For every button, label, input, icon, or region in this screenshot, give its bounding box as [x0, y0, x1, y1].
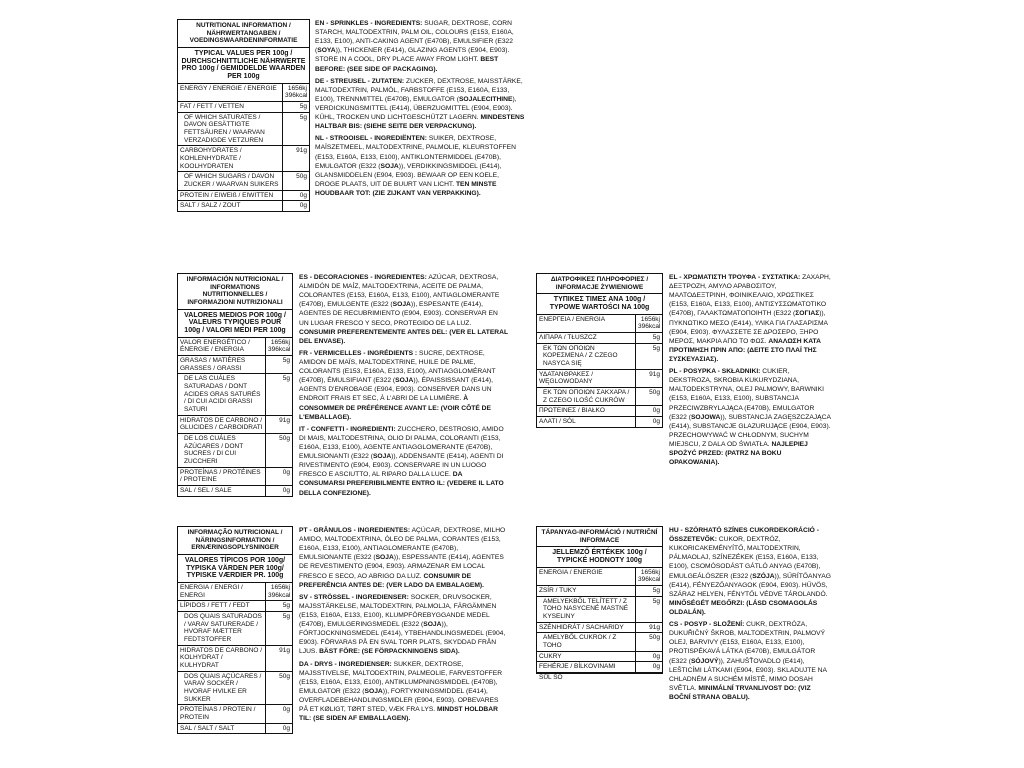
nutrient-value: 5g	[299, 103, 307, 111]
table-header: INFORMACIÓN NUTRICIONAL / INFORMATIONS NUTRITIONNELLES / INFORMAZIONI NUTRIZIONALI	[178, 274, 292, 310]
table-subheader: VALORES TÍPICOS POR 100g/ TYPISKA VÄRDEN PER 100g/ TYPISKE VÆRDIER PR. 100g	[178, 555, 292, 583]
ingredients-es	[299, 273, 509, 501]
allergen-text: SOJA	[392, 301, 411, 309]
nutrition-row	[178, 468, 292, 486]
nutrient-value: 0g	[282, 468, 290, 476]
nutrition-row	[178, 191, 309, 202]
ingredient-text: CUKOR, DEXTRÓZ, KUKORICAKEMÉNYÍTŐ, MALTODEXTRIN, PÁLMAOLAJ, SZÍNEZÉKEK (E153, E160A, E133, E100), CSOMÓSODÁST GÁTLÓ ANYAG (E470B), EMULGEÁLÓSZER (E322 (	[669, 536, 821, 580]
ingredient-heading: SV - STRÖSSEL - INGREDIENSER:	[299, 593, 409, 601]
nutrition-row	[178, 724, 292, 734]
ingredient-text: AZÚCAR, DEXTROSA, ALMIDÓN DE MAÍZ, MALTODEXTRINA, ACEITE DE PALMA, COLORANTES (E153, E160A, E133, E100), ANTIAGLOMERANTE (E470B), EMULGENTE (E322 (	[299, 274, 500, 309]
nutrition-row	[178, 102, 309, 113]
nutrient-value: 91g	[649, 623, 660, 631]
best-before-text: MINDESTENS HALTBAR BIS: (SIEHE SEITE DER VERPACKUNG).	[315, 114, 525, 131]
ingredient-text: SUCRE, DEXTROSE, AMIDON DE MAÏS, MALTODEXTRINE, HUILE DE PALME, COLORANTS (E153, E160A, E133, E100), ANTIAGGLOMÉRANT (E470B), ÉMULSIFIANT (E322 (	[299, 349, 496, 385]
nutrient-value: 1656kj 396kcal	[638, 568, 661, 584]
ingredient-text: SOCKER, DRUVSOCKER, MAJSSTÄRKELSE, MALTODEXTRIN, PALMOLJA, FÄRGÄMNEN (E153, E160A, E133, E100), KLUMPFÖREBYGGANDE MEDEL (E470B), EMULGERINGSMEDEL (E322 (	[299, 593, 497, 629]
best-before-text: MINŐSÉGÉT MEGŐRZI: (LÁSD CSOMAGOLÁS OLDALÁN).	[669, 599, 818, 616]
nutrition-row	[178, 356, 292, 374]
nutrient-value: 91g	[296, 147, 307, 155]
nutrient-label: ΕΚ ΤΩΝ ΟΠΟΙΩΝ ΚΟΡΕΣΜΕΝΑ / Z CZEGO NASYCA SIĘ	[537, 344, 636, 369]
nutrition-table-el	[536, 273, 663, 428]
nutrition-row	[178, 416, 292, 434]
ingredient-heading: NL - STROOISEL - INGREDIËNTEN:	[315, 135, 427, 143]
table-header: INFORMAÇÃO NUTRICIONAL / NÄRINGSINFORMATION / ERNÆRINGSOPLYSNINGER	[178, 527, 292, 555]
best-before-text: ΑΝΑΛΩΣΗ ΚΑΤΑ ΠΡΟΤΙΜΗΣΗ ΠΡΙΝ ΑΠΟ: (ΔΕΙΤΕ ΣΤΟ ΠΛΑΪ ΤΗΣ ΣΥΣΚΕΥΑΣΙΑΣ).	[669, 337, 821, 363]
ingredient-paragraph	[315, 19, 525, 74]
best-before-text: NAJLEPIEJ SPOŻYĆ PRZED: (PATRZ NA BOKU OPAKOWANIA).	[669, 440, 808, 467]
nutrition-row	[537, 315, 662, 333]
nutrient-label: ZSÍR / TUKY	[537, 586, 636, 596]
nutrient-label: SZÉNHIDRÁT / SACHARIDY	[537, 623, 636, 633]
ingredient-text: )), ADDENSANTE (E414), AGENTI DI RIVESTIMENTO (E904, E903). CONSERVARE IN UN LUOGO FRESCO E ASCIUTTO, AL RIPARO DALLA LUCE.	[299, 453, 504, 479]
nutrient-label: PROTEÍNAS / PROTEIN / PROTEIN	[178, 705, 266, 722]
best-before-text: BÄST FÖRE: (SE FÖRPACKNINGENS SIDA).	[319, 648, 460, 656]
nutrient-label: ΠΡΩΤΕΙΝΕΣ / BIAŁKO	[537, 406, 636, 416]
best-before-text: À CONSOMMER DE PRÉFÉRENCE AVANT LE: (VOIR CÔTÉ DE L'EMBALLAGE).	[299, 395, 491, 421]
ingredients-en	[315, 19, 525, 201]
ingredient-paragraph	[299, 526, 509, 590]
nutrition-row	[537, 370, 662, 388]
ingredient-paragraph	[299, 425, 509, 498]
ingredient-paragraph	[299, 660, 509, 724]
nutrient-value: 1656kj 396kcal	[268, 584, 291, 599]
ingredient-heading: DE - STREUSEL - ZUTATEN:	[315, 77, 405, 85]
nutrition-row	[537, 344, 662, 370]
ingredients-hu	[669, 526, 833, 705]
nutrition-table-es	[177, 273, 293, 497]
ingredient-text: ), VERDICKUNGSMITTEL (E414), ÜBERZUGMITTEL (E904, E903). KÜHL, TROCKEN UND LICHTGESCHÜTZT LAGERN.	[315, 95, 517, 122]
nutrition-row	[178, 374, 292, 415]
nutrient-label: DOS QUAIS SATURADOS / VARAV SATURERADE / HVORAF MÆTTER FEDTSTOFFER	[178, 612, 266, 645]
nutrient-label: HIDRATOS DE CARBONO / KOLHYDRAT / KULHYDRAT	[178, 646, 266, 671]
ingredients-pt	[299, 526, 509, 726]
nutrition-row	[537, 633, 662, 651]
nutrient-value: 0g	[652, 663, 660, 671]
nutrient-value: 50g	[296, 173, 307, 181]
allergen-text: SOJA	[395, 377, 414, 385]
nutrient-label: AMELYBŐL CUKROK / Z TOHO	[537, 633, 636, 650]
ingredient-text: )), THICKENER (E414), GLAZING AGENTS (E904, E903). STORE IN A COOL, DRY PLACE AWAY FROM LIGHT.	[315, 47, 510, 64]
nutrition-row	[537, 406, 662, 417]
best-before-text: MINDST HOLDBAR TIL: (SE SIDEN AF EMBALLAGEN).	[299, 706, 498, 723]
allergen-text: SOJA	[375, 554, 394, 562]
nutrient-label: HIDRATOS DE CARBONO / GLUCIDES / CARBOIDRATI	[178, 416, 266, 433]
allergen-text: SOJALECITHINE	[458, 95, 513, 103]
nutrition-row	[537, 652, 662, 663]
nutrient-label: FAT / FETT / VETTEN	[178, 102, 283, 112]
best-before-text: BEST BEFORE: (SEE SIDE OF PACKAGING).	[315, 56, 499, 73]
nutrition-row	[537, 623, 662, 634]
ingredient-paragraph	[669, 367, 833, 467]
allergen-text: SÓJOVÝ	[690, 657, 719, 665]
nutrient-label: SAL / SALT / SALT	[178, 724, 266, 734]
nutrient-value: 5g	[282, 375, 290, 383]
ingredient-paragraph	[315, 77, 525, 132]
nutrient-value: 0g	[282, 486, 290, 494]
table-header: NUTRITIONAL INFORMATION / NÄHRWERTANGABEN / VOEDINGSWAARDENINFORMATIE	[178, 20, 309, 48]
ingredient-text: CUKIER, DEKSTROZA, SKROBIA KUKURYDZIANA, MALTODEKSTRYNA, OLEJ PALMOWY, BARWNIKI (E153, E160A, E133, E100), SUBSTANCJA PRZECIWZBRYLAJĄCA (E470B), EMULGATOR (E322 (	[669, 368, 824, 421]
table-header: ΔΙΑΤΡΟΦΙΚΕΣ ΠΛΗΡΟΦΟΡΙΕΣ / INFORMACJE ŻYWIENIOWE	[537, 274, 662, 294]
ingredient-text: SUIKER, DEXTROSE, MAÏSZETMEEL, MALTODEXTRINE, PALMOLIE, KLEURSTOFFEN (E153, E160A, E133, E100), ANTIKLONTERMIDDEL (E470B), EMULGATOR (E322 (	[315, 135, 516, 170]
ingredient-text: ZUCKER, DEXTROSE, MAISSTÄRKE, MALTODEXTRIN, PALMÖL, FARBSTOFFE (E153, E160A, E133, E100), TRENNMITTEL (E470B), EMULGATOR (	[315, 77, 523, 103]
allergen-text: SOJA	[364, 687, 383, 695]
ingredient-text: )), ESPESANTE (E414), AGENTES DE RECUBRIMIENTO (E904, E903). CONSERVAR EN UN LUGAR FRESCO Y SECO, PROTEGIDO DE LA LUZ.	[299, 301, 498, 327]
nutrient-value: 5g	[282, 357, 290, 364]
nutrient-label: ΕΚ ΤΩΝ ΟΠΟΙΩΝ ΣΑΚΧΑΡΑ / Z CZEGO ILOŚĆ CUKRÓW	[537, 388, 636, 405]
best-before-text: TEN MINSTE HOUDBAAR TOT: (ZIE ZIJKANT VAN VERPAKKING).	[315, 180, 497, 197]
nutrient-label: VALOR ENERGÉTICO / ÉNERGIE / ENERGIA	[178, 338, 266, 355]
ingredient-text: )), FORTYKNINGSMIDDEL (E414), OVERFLADEBEHANDLINGSMIDLER (E904, E903). OPBEVARES PÅ ET KØLIGT, TØRT STED, VÆK FRA LYS.	[299, 687, 499, 714]
table-footer-text: SŮL SÓ	[539, 673, 563, 681]
nutrition-row	[178, 705, 292, 723]
nutrition-row	[178, 201, 309, 211]
ingredient-text: )), ZAHUŠŤOVADLO (E414), LEŠTICÍMI LÁTKAMI (E904, E903). SKLADUJTE NA CHLADNÉM A SUCHÉM MÍSTĚ, MIMO DOSAH SVĚTLA.	[669, 657, 827, 692]
table-header: TÁPANYAG-INFORMÁCIÓ / NUTRIČNÍ INFORMACE	[537, 527, 662, 547]
nutrient-value: 91g	[279, 416, 290, 424]
ingredient-heading: CS - POSYP - SLOŽENÍ:	[669, 621, 745, 629]
nutrient-label: ENERGIA / ENERGIE	[537, 568, 636, 585]
nutrient-label: GRASAS / MATIÈRES GRASSES / GRASSI	[178, 356, 266, 373]
ingredient-heading: PL - POSYPKA - SKŁADNIKI:	[669, 368, 761, 376]
nutrition-row	[178, 84, 309, 102]
nutrition-table-hu	[536, 526, 663, 681]
table-subheader: TYPICAL VALUES PER 100g / DURCHSCHNITTLICHE NÄHRWERTE PRO 100g / GEMIDDELDE WAARDEN PER 100g	[178, 48, 309, 84]
nutrition-row	[178, 672, 292, 706]
nutrient-label: ΥΔΑΤΑΝΘΡΑΚΕΣ / WĘGLOWODANY	[537, 370, 636, 387]
nutrition-row	[178, 113, 309, 147]
nutrient-label: PROTEÍNAS / PROTÉINES / PROTEINE	[178, 468, 266, 485]
allergen-text: ΣΟΓΙΑΣ	[795, 310, 820, 318]
ingredient-text: )), VERDIKKINGSMIDDEL (E414), GLANSMIDDELEN (E904, E903). BEWAAR OP EEN KOELE, DROGE PLAATS, UIT DE BUURT VAN LICHT.	[315, 162, 502, 188]
ingredient-heading: EN - SPRINKLES - INGREDIENTS:	[315, 20, 423, 27]
nutrition-row	[178, 583, 292, 601]
nutrition-table-en	[177, 19, 310, 212]
nutrient-label: ENERGIA / ENERGI / ENERGI	[178, 583, 266, 600]
ingredient-heading: FR - VERMICELLES - INGRÉDIENTS :	[299, 349, 418, 357]
ingredient-paragraph	[315, 134, 525, 198]
best-before-text: MINIMÁLNÍ TRVANLIVOST DO: (VIZ BOČNÍ STRANA OBALU).	[669, 684, 811, 701]
ingredient-text: )), SŰRÍTŐANYAG (E414), FÉNYEZŐANYAGOK (E904, E903). HŰVÖS, SZÁRAZ HELYEN, FÉNYTŐL VÉDVE TÁROLANDÓ.	[669, 572, 831, 598]
table-subheader: JELLEMZŐ ÉRTÉKEK 100g / TYPICKÉ HODNOTY 100g	[537, 547, 662, 567]
ingredient-paragraph	[299, 273, 509, 346]
nutrition-row	[537, 333, 662, 344]
nutrient-label: AMELYEKBŐL TELÍTETT / Z TOHO NASYCENÉ MASTNÉ KYSELINY	[537, 597, 636, 622]
nutrient-label: LÍPIDOS / FETT / FEDT	[178, 601, 266, 611]
nutrition-row	[537, 597, 662, 623]
allergen-text: SOJOWA	[690, 413, 721, 421]
ingredient-heading: DA - DRYS - INGREDIENSER:	[299, 660, 392, 668]
nutrition-row	[178, 601, 292, 612]
nutrient-value: 1656kj 396kcal	[285, 84, 308, 100]
nutrient-value: 0g	[652, 652, 660, 660]
nutrition-row	[178, 434, 292, 468]
nutrient-label: DE LAS CUÁLES SATURADAS / DONT ACIDES GRAS SATURÉS / DI CUI ACIDI GRASSI SATURI	[178, 374, 266, 414]
nutrient-label: ΕΝΕΡΓΕΙΑ / ENERGIA	[537, 315, 636, 332]
nutrition-row	[537, 568, 662, 586]
nutrition-row	[537, 417, 662, 427]
table-subheader: ΤΥΠΙΚΕΣ ΤΙΜΕΣ ΑΝΑ 100g / TYPOWE WARTOŚCI NA 100g	[537, 294, 662, 314]
ingredient-paragraph	[299, 349, 509, 422]
ingredient-text: AÇÚCAR, DEXTROSE, MILHO AMIDO, MALTODEXTRINA, ÓLEO DE PALMA, CORANTES (E153, E160A, E133, E100), ANTIAGLOMERANTE (E470B), EMULSIONANTE (E322 (	[299, 527, 506, 562]
ingredient-heading: PT - GRÂNULOS - INGREDIENTES:	[299, 527, 411, 534]
nutrition-row	[537, 388, 662, 406]
ingredient-text: )), ÉPAISSISSANT (E414), AGENTS D'ENROBAGE (E904, E903). CONSERVER DANS UN ENDROIT FRAIS ET SEC, À L'ABRI DE LA LUMIÈRE.	[299, 377, 494, 403]
ingredient-text: SUKKER, DEXTROSE, MAJSSTIVELSE, MALTODEXTRIN, PALMEOLIE, FARVESTOFFER (E153, E160A, E133, E100), ANTIKLUMPNINGSMIDDEL (E470B), EMULGATOR (E322 (	[299, 660, 503, 695]
nutrient-value: 5g	[652, 587, 660, 594]
nutrition-row	[178, 338, 292, 356]
nutrient-value: 1656kj 396kcal	[268, 338, 291, 354]
ingredient-text: ΖΑΧΑΡΗ, ΔΕΞΤΡΟΖΗ, ΑΜΥΛΟ ΑΡΑΒΟΣΙΤΟΥ, ΜΑΛΤΟΔΕΞΤΡΙΝΗ, ΦΟΙΝΙΚΕΛΑΙΟ, ΧΡΩΣΤΙΚΕΣ (E153, E160A, E133, E100), ΑΝΤΙΣΥΣΣΩΜΑΤΟΤΙΚΟ (E470B), ΓΑΛΑΚΤΩΜΑΤΟΠΟΙΗΤΗ (E322 (	[669, 274, 831, 318]
nutrient-label: CUKRY	[537, 652, 636, 662]
nutrient-label: DE LOS CUÁLES AZÚCARES / DONT SUCRES / DI CUI ZUCCHERI	[178, 434, 266, 467]
ingredient-heading: IT - CONFETTI - INGREDIENTI:	[299, 425, 396, 433]
nutrient-label: OF WHICH SATURATES / DAVON GESÄTTIGTE FETTSÄUREN / WAARVAN VERZADIGDE VETZUREN	[178, 113, 283, 146]
nutrient-value: 91g	[649, 370, 660, 378]
nutrient-value: 0g	[652, 417, 660, 425]
nutrient-value: 0g	[652, 407, 660, 415]
nutrient-label: CARBOHYDRATES / KOHLENHYDRATE / KOOLHYDRATEN	[178, 146, 283, 171]
ingredient-text: ZUCCHERO, DESTROSIO, AMIDO DI MAIS, MALTODESTRINA, OLIO DI PALMA, COLORANTI (E153, E160A, E133, E100), AGENTE ANTIAGGLOMERANTE (E470B), EMULSIONANTI (E322 (	[299, 425, 504, 461]
nutrient-value: 5g	[282, 602, 290, 610]
nutrient-value: 5g	[282, 613, 290, 620]
ingredient-heading: EL - ΧΡΩΜΑΤΙΣΤΗ ΤΡΟΥΦΑ - ΣΥΣΤΑΤΙΚΑ:	[669, 274, 801, 281]
nutrition-row	[178, 646, 292, 672]
best-before-text: CONSUMIR PREFERENTEMENTE ANTES DEL: (VER EL LATERAL DEL ENVASE).	[299, 328, 508, 345]
nutrition-row	[537, 662, 662, 673]
allergen-text: SZÓJA	[752, 572, 775, 580]
ingredients-el	[669, 273, 833, 470]
nutrient-label: ΑΛΑΤΙ / SÓL	[537, 417, 636, 427]
ingredient-text: )), ESPESSANTE (E414), AGENTES DE REVESTIMENTO (E904, E903). ARMAZENAR EM LOCAL FRESCO E SECO, AO ABRIGO DA LUZ.	[299, 554, 504, 580]
allergen-text: SOJA	[423, 621, 442, 629]
ingredient-text: CUKR, DEXTRÓZA, DUKUŘIČNÝ ŠKROB, MALTODEXTRIN, PALMOVÝ OLEJ, BARVIVY (E153, E160A, E133, E100), PROTISPÉKAVÁ LÁTKA (E470B), EMULGÁTOR (E322 (	[669, 621, 826, 665]
best-before-text: DA CONSUMARSI PREFERIBILMENTE ENTRO IL: (VEDERE IL LATO DELLA CONFEZIONE).	[299, 471, 504, 497]
nutrient-value: 0g	[299, 202, 307, 210]
ingredient-paragraph	[669, 273, 833, 364]
nutrient-value: 1656kj 396kcal	[638, 315, 661, 331]
ingredient-text: SUGAR, DEXTROSE, CORN STARCH, MALTODEXTRIN, PALM OIL, COLOURS (E153, E160A, E133, E100), ANTI-CAKING AGENT (E470B), EMULSIFIER (E322 (	[315, 20, 514, 55]
nutrient-label: SALT / SALZ / ZOUT	[178, 201, 283, 211]
nutrient-value: 5g	[652, 344, 660, 352]
ingredient-paragraph	[669, 620, 833, 702]
nutrient-value: 50g	[279, 672, 290, 680]
ingredient-text: )), SUBSTANCJA ZAGĘSZCZAJĄCA (E414), SUBSTANCJE GLAZURUJĄCE (E904, E903). PRZECHOWYWAĆ W CHŁODNYM, SUCHYM MIEJSCU, Z DALA OD ŚWIATŁA.	[669, 413, 831, 448]
nutrition-row	[178, 612, 292, 646]
allergen-text: SOYA	[317, 47, 336, 55]
nutrient-label: DOS QUAIS AÇÚCARES / VARAV SOCKER / HVORAF HVILKE ER SUKKER	[178, 672, 266, 705]
best-before-text: CONSUMIR DE PREFERÊNCIA ANTES DE: (VER LADO DA EMBALAGEM).	[299, 572, 485, 589]
ingredient-heading: ES - DECORACIONES - INGREDIENTES:	[299, 274, 427, 281]
nutrition-row	[537, 586, 662, 597]
nutrition-row	[178, 146, 309, 172]
nutrient-label: ENERGY / ENERGIE / ENERGIE	[178, 84, 283, 101]
nutrition-row	[178, 486, 292, 496]
ingredient-text: )), FÖRTJOCKNINGSMEDEL (E414), YTBEHANDLINGSMEDEL (E904, E903). FÖRVARAS PÅ EN SVAL TORR PLATS, SKYDDAD FRÅN LJUS.	[299, 621, 506, 656]
ingredient-text: )), ΠΥΚΝΩΤΙΚΟ ΜΕΣΟ (E414), ΥΛΙΚΑ ΓΙΑ ΓΛΑΣΑΡΙΣΜΑ (E904, E903). ΦΥΛΑΣΣΕΤΕ ΣΕ ΔΡΟΣΕΡΟ, ΞΗΡΟ ΜΕΡΟΣ, ΜΑΚΡΙΑ ΑΠΟ ΤΟ ΦΩΣ.	[669, 310, 828, 345]
nutrient-value: 5g	[652, 334, 660, 341]
nutrient-label: SAL / SEL / SALE	[178, 486, 266, 496]
nutrition-table-pt	[177, 526, 293, 734]
nutrition-row	[178, 172, 309, 190]
table-subheader: VALORES MEDIOS POR 100g / VALEURS TYPIQUES POUR 100g / VALORI MEDI PER 100g	[178, 310, 292, 338]
allergen-text: SOJA	[380, 162, 399, 170]
ingredient-heading: HU - SZÓRHATÓ SZÍNES CUKORDEKORÁCIÓ - ÖSSZETEVŐK:	[669, 527, 819, 544]
nutrient-value: 0g	[282, 706, 290, 714]
ingredient-paragraph	[669, 526, 833, 617]
nutrient-label: FEHÉRJE / BÍLKOVINAMI	[537, 662, 636, 672]
nutrient-value: 0g	[282, 724, 290, 732]
nutrient-value: 50g	[279, 434, 290, 442]
nutrient-value: 50g	[649, 634, 660, 642]
nutrient-value: 5g	[652, 597, 660, 605]
nutrient-value: 91g	[279, 646, 290, 654]
nutrient-value: 0g	[299, 191, 307, 199]
nutrient-value: 5g	[299, 113, 307, 121]
nutrient-label: OF WHICH SUGARS / DAVON ZUCKER / WAARVAN SUIKERS	[178, 172, 283, 189]
allergen-text: SOJA	[372, 453, 392, 461]
nutrient-label: PROTEIN / EIWEIß / EIWITTEN	[178, 191, 283, 201]
nutrient-value: 50g	[649, 388, 660, 396]
ingredient-paragraph	[299, 593, 509, 657]
nutrient-label: ΛΙΠΑΡΑ / TŁUSZCZ	[537, 333, 636, 343]
